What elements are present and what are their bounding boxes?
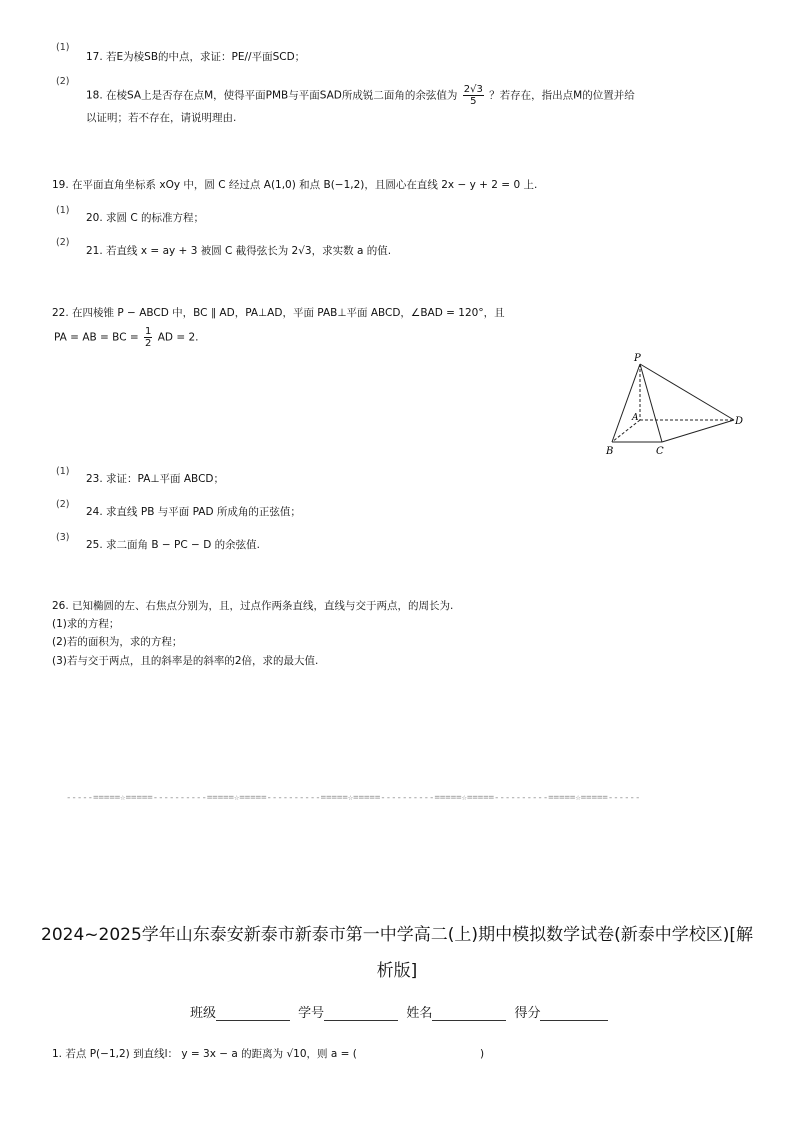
question-23 (86, 471, 224, 487)
question-number: 20. (86, 212, 103, 224)
fraction-numerator: 2√3 (463, 84, 483, 95)
exam-title-line-2: 析版] (376, 961, 418, 981)
exam-title-line-1: 2024~2025学年山东泰安新泰市新泰市第一中学高二(上)期中模拟数学试卷(新泰中学校区)[解 (41, 925, 753, 945)
question-number: 21. (86, 245, 103, 257)
question-21 (86, 243, 391, 259)
question-22 (52, 305, 505, 321)
question-18 (86, 84, 635, 107)
question-text: 在四棱锥 P − ABCD 中，BC ∥ AD，PA⊥AD，平面 PAB⊥平面 ABCD，∠BAD = 120°，且 (72, 307, 505, 319)
vertex-label-c: C (656, 446, 664, 457)
fraction-denominator: 5 (470, 96, 477, 107)
question-number: 25. (86, 539, 103, 551)
question-26 (52, 598, 453, 614)
question-text: 求证：PA⊥平面 ABCD； (106, 473, 224, 485)
sub-label: (2) (56, 76, 70, 87)
question-text: 若E为棱SB的中点，求证：PE//平面SCD； (106, 51, 306, 63)
question-26-item-2: (2)若的面积为，求的方程； (52, 636, 183, 648)
blank-line (216, 1008, 290, 1021)
question-17 (86, 49, 305, 65)
question-text: 若点 P(−1,2) 到直线l： y = 3x − a 的距离为 √10，则 a = ( (65, 1048, 357, 1060)
field-label-score: 得分 (514, 1006, 541, 1021)
field-label-class: 班级 (190, 1006, 217, 1021)
question-25 (86, 537, 260, 553)
answer-paren-close: ) (480, 1048, 485, 1060)
sub-label: (1) (56, 205, 70, 216)
question-number: 23. (86, 473, 103, 485)
question-text: ？若存在，指出点M的位置并给 (489, 89, 635, 102)
blank-line (540, 1008, 608, 1021)
blank-line (432, 1008, 506, 1021)
question-26-item-3: (3)若与交于两点，且的斜率是的斜率的2倍，求的最大值. (52, 655, 319, 667)
question-text: 在棱SA上是否存在点M，使得平面PMB与平面SAD所成锐二面角的余弦值为 (106, 89, 458, 102)
question-26-item-1: (1)求的方程； (52, 618, 120, 630)
vertex-label-d: D (735, 416, 744, 427)
question-number: 24. (86, 506, 103, 518)
question-text: 求直线 PB 与平面 PAD 所成角的正弦值； (106, 506, 301, 518)
section-separator: -----=====☆=====----------=====☆=====----------=====☆=====----------=====☆=====----------=====☆=====------ (66, 793, 641, 803)
question-text: 在平面直角坐标系 xOy 中，圆 C 经过点 A(1,0) 和点 B(−1,2)，且圆心在直线 2x − y + 2 = 0 上. (72, 179, 538, 191)
question-number: 22. (52, 307, 69, 319)
fraction (463, 84, 484, 107)
sub-label: (1) (56, 42, 70, 53)
student-info-row (190, 1002, 612, 1021)
question-number: 18. (86, 89, 103, 102)
question-22-continued (54, 326, 199, 349)
question-text: 若直线 x = ay + 3 被圆 C 截得弦长为 2√3，求实数 a 的值. (106, 245, 392, 257)
question-1 (52, 1046, 357, 1062)
question-text: PA = AB = BC = (54, 331, 139, 344)
question-text: 求二面角 B − PC − D 的余弦值. (106, 539, 260, 551)
vertex-label-b: B (606, 446, 614, 457)
sub-label: (2) (56, 237, 70, 248)
question-text: 已知椭圆的左、右焦点分别为，且，过点作两条直线，直线与交于两点，的周长为. (72, 600, 454, 612)
field-label-name: 姓名 (406, 1006, 433, 1021)
question-number: 1. (52, 1048, 63, 1060)
fraction-denominator: 2 (145, 338, 152, 349)
vertex-label-a: A (632, 413, 639, 423)
question-19 (52, 177, 537, 193)
question-20 (86, 210, 204, 226)
pyramid-figure (600, 350, 750, 460)
blank-line (324, 1008, 398, 1021)
sub-label: (1) (56, 466, 70, 477)
sub-label: (2) (56, 499, 70, 510)
question-24 (86, 504, 301, 520)
fraction-numerator: 1 (145, 326, 152, 337)
vertex-label-p: P (634, 353, 641, 364)
question-text: 求圆 C 的标准方程； (106, 212, 205, 224)
question-number: 17. (86, 51, 103, 63)
fraction (144, 326, 152, 349)
question-18-continued: 以证明；若不存在，请说明理由. (86, 112, 237, 124)
field-label-student-id: 学号 (298, 1006, 325, 1021)
question-text: AD = 2. (157, 331, 199, 344)
question-number: 26. (52, 600, 69, 612)
sub-label: (3) (56, 532, 70, 543)
question-number: 19. (52, 179, 69, 191)
